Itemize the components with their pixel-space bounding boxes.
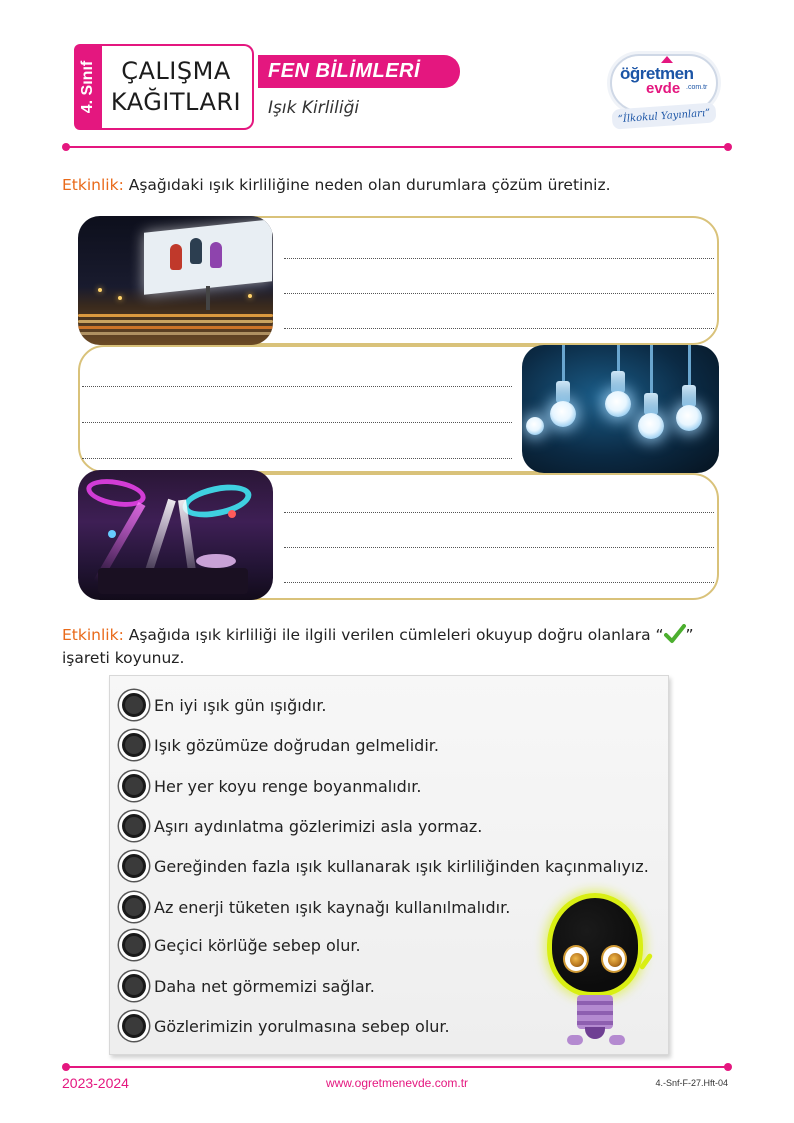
activity2-text-after: ” işareti koyunuz. (62, 626, 694, 667)
statement-text: Her yer koyu renge boyanmalıdır. (154, 776, 422, 796)
answer-line[interactable] (284, 582, 714, 583)
statement-text: Gereğinden fazla ışık kullanarak ışık kirliliğinden kaçınmalıyız. (154, 856, 649, 876)
answer-line[interactable] (284, 547, 714, 548)
answer-line[interactable] (82, 386, 512, 387)
header-divider (66, 146, 728, 148)
statement-text: En iyi ışık gün ışığıdır. (154, 695, 327, 715)
statement-item[interactable] (119, 770, 421, 802)
topic-title: Işık Kirliliği (268, 98, 360, 118)
answer-bullet-icon[interactable] (119, 811, 149, 841)
statement-text: Az enerji tüketen ışık kaynağı kullanılmalıdır. (154, 897, 511, 917)
grade-tab (74, 44, 102, 130)
answer-bullet-icon[interactable] (119, 930, 149, 960)
activity1-label: Etkinlik: (62, 176, 124, 194)
lightbulb-mascot-icon (541, 893, 651, 1058)
activity2-instruction (62, 624, 732, 670)
statement-text: Daha net görmemizi sağlar. (154, 976, 375, 996)
answer-bullet-icon[interactable] (119, 730, 149, 760)
school-year: 2023-2024 (62, 1075, 129, 1091)
answer-bullet-icon[interactable] (119, 690, 149, 720)
subject-badge (258, 55, 460, 88)
answer-line[interactable] (284, 328, 714, 329)
answer-line[interactable] (82, 458, 512, 459)
answer-line[interactable] (284, 512, 714, 513)
answer-line[interactable] (284, 258, 714, 259)
answer-line[interactable] (82, 422, 512, 423)
logo-tagline: “İlkokul Yayınları” (617, 107, 711, 125)
activity2-text-before: Aşağıda ışık kirliliği ile ilgili verilen cümleleri okuyup doğru olanlara “ (123, 626, 664, 644)
statement-item[interactable] (119, 729, 439, 761)
logo-text-secondary: evde (646, 80, 681, 97)
publisher-logo (606, 44, 722, 130)
logo-domain: .com.tr (686, 84, 708, 91)
grade-label: 4. Sınıf (79, 60, 96, 114)
subject-label: FEN BİLİMLERİ (268, 60, 421, 82)
answer-bullet-icon[interactable] (119, 1011, 149, 1041)
statement-text: Işık gözümüze doğrudan gelmelidir. (154, 735, 439, 755)
logo-text-main: öğretmen (620, 64, 694, 83)
activity2-label: Etkinlik: (62, 626, 124, 644)
statement-item[interactable] (119, 891, 510, 923)
activity1-text: Aşağıdaki ışık kirliliğine neden olan durumlara çözüm üretiniz. (123, 176, 611, 194)
check-icon (664, 624, 686, 644)
concert-stage-lights-photo (78, 470, 273, 600)
answer-bullet-icon[interactable] (119, 971, 149, 1001)
statement-item[interactable] (119, 810, 482, 842)
statement-text: Gözlerimizin yorulmasına sebep olur. (154, 1016, 450, 1036)
title-line-2: KAĞITLARI (110, 88, 242, 116)
statement-item[interactable] (119, 970, 375, 1002)
title-line-1: ÇALIŞMA (121, 57, 231, 85)
statement-item[interactable] (119, 929, 361, 961)
glowing-blue-bulbs-photo (522, 345, 719, 473)
answer-bullet-icon[interactable] (119, 851, 149, 881)
statement-item[interactable] (119, 1010, 450, 1042)
website-link[interactable]: www.ogretmenevde.com.tr (325, 1076, 469, 1090)
statement-item[interactable] (119, 850, 649, 882)
statement-text: Aşırı aydınlatma gözlerimizi asla yormaz. (154, 816, 483, 836)
billboard-at-night-photo (78, 216, 273, 345)
answer-line[interactable] (284, 293, 714, 294)
worksheet-title (100, 44, 254, 130)
activity1-instruction (62, 174, 732, 197)
house-icon (661, 56, 673, 63)
statement-text: Geçici körlüğe sebep olur. (154, 935, 361, 955)
footer-divider (66, 1066, 728, 1068)
answer-bullet-icon[interactable] (119, 892, 149, 922)
answer-bullet-icon[interactable] (119, 771, 149, 801)
statement-item[interactable] (119, 689, 327, 721)
worksheet-code: 4.-Snf-F-27.Hft-04 (655, 1078, 728, 1088)
